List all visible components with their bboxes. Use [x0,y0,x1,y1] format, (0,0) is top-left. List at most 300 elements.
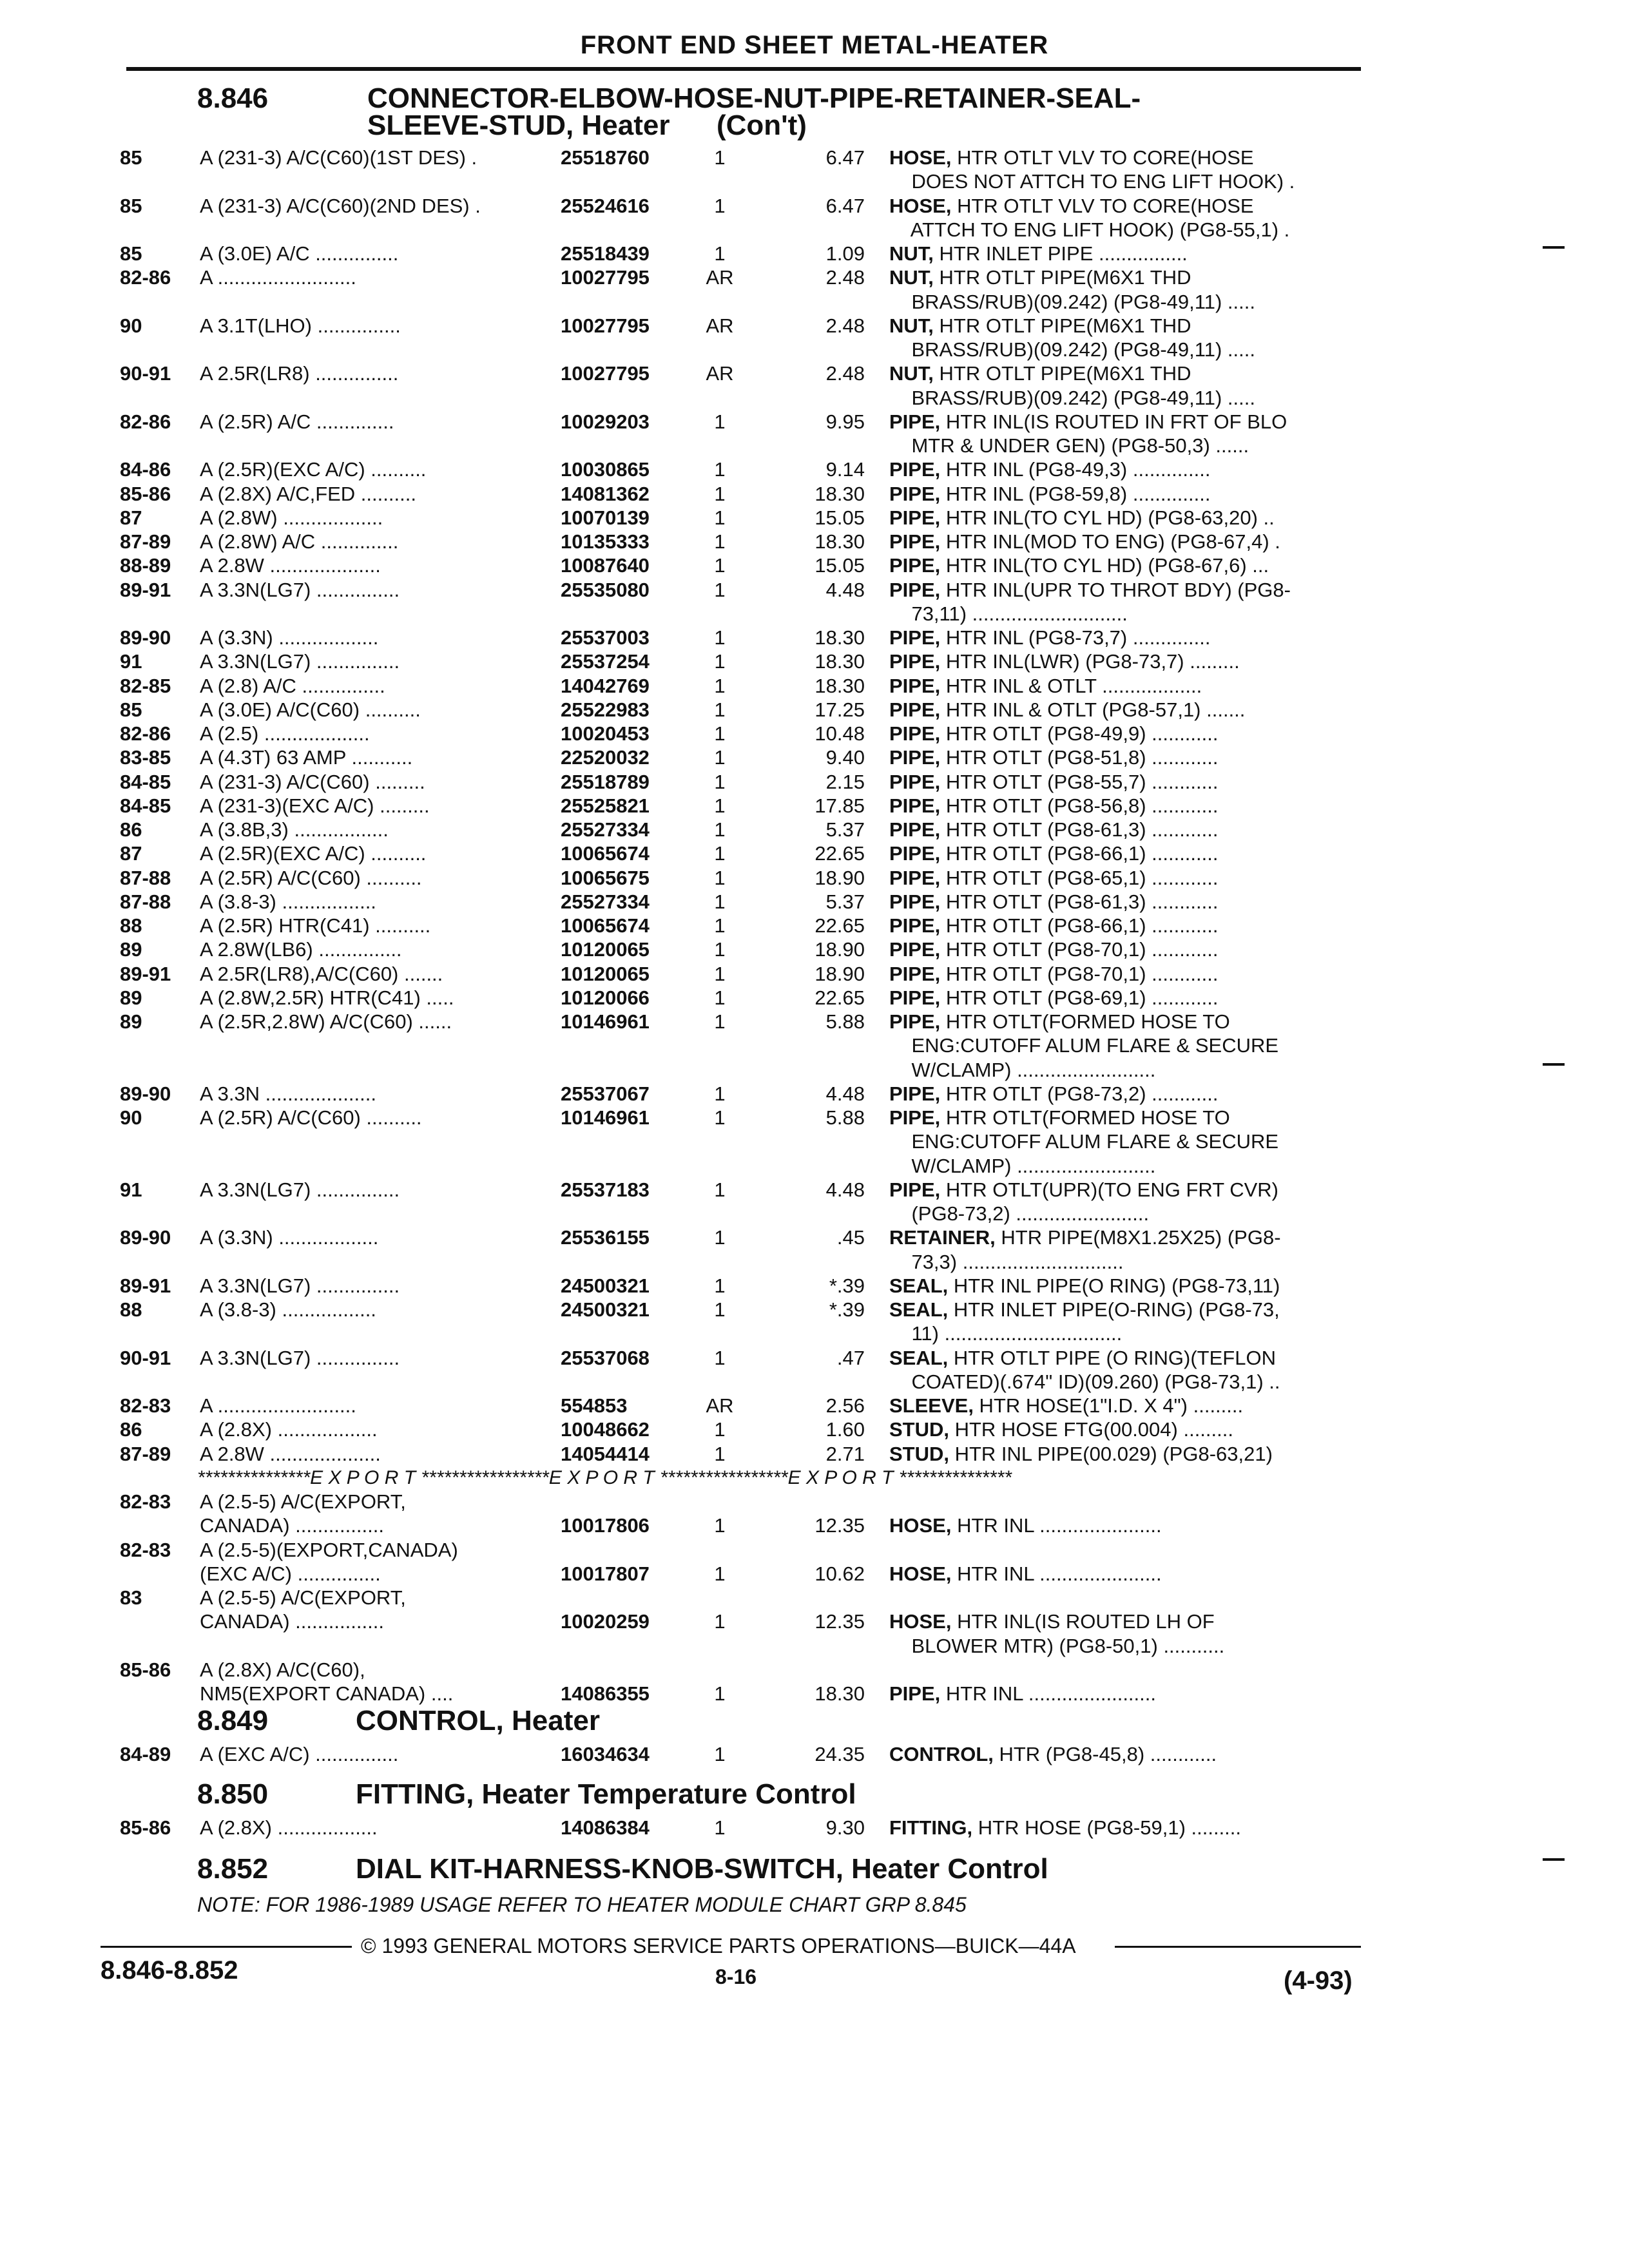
parts-row [0,1610,1629,1633]
description-text: HTR OTLT (PG8-51,8) ............ [940,746,1219,769]
quantity: 1 [714,1347,726,1369]
description [889,794,1218,818]
usage: A 3.3N(LG7) ............... [200,1274,400,1297]
parts-row [0,530,1629,553]
description [889,1298,1280,1321]
description-text: HTR INL ....................... [940,1682,1156,1705]
description-noun: PIPE, [889,842,941,865]
usage: A (3.8-3) ................. [200,1298,376,1321]
year-range: 85-86 [120,1816,171,1839]
price: 18.30 [815,675,865,697]
description [889,1129,1278,1153]
quantity: 1 [714,771,726,793]
parts-row [0,1178,1629,1202]
year-range: 89-91 [120,1274,171,1297]
parts-row [0,1250,1629,1274]
description-text: HTR OTLT (PG8-61,3) ............ [940,890,1219,913]
year-range: 87 [120,506,142,529]
price: 10.48 [815,722,865,745]
description-text: HTR INL(UPR TO THROT BDY) (PG8- [940,579,1291,601]
parts-row [0,314,1629,338]
quantity: 1 [714,242,726,265]
description [889,770,1218,794]
description [889,1634,1224,1658]
description [889,386,1255,410]
usage: A (231-3)(EXC A/C) ......... [200,794,430,817]
usage: A ......................... [200,266,356,289]
parts-row [0,962,1629,986]
margin-change-mark [1543,1858,1565,1861]
part-number: 16034634 [561,1743,650,1765]
usage: A (231-3) A/C(C60)(2ND DES) . [200,195,481,217]
parts-row [0,674,1629,698]
quantity: 1 [714,1298,726,1321]
description-text: HTR OTLT VLV TO CORE(HOSE [951,146,1254,169]
year-range: 83 [120,1586,142,1609]
part-number: 554853 [561,1394,628,1417]
part-number: 10030865 [561,458,650,481]
description-text: HTR OTLT(UPR)(TO ENG FRT CVR) [940,1178,1278,1201]
part-number: 25537068 [561,1347,650,1369]
parts-row [0,457,1629,481]
part-number: 10020453 [561,722,650,745]
year-range: 82-86 [120,410,171,433]
description-noun: PIPE, [889,1178,941,1201]
description [889,457,1210,481]
parts-row [0,242,1629,265]
description-noun: PIPE, [889,458,941,481]
price: 9.40 [825,746,865,769]
parts-row [0,1298,1629,1321]
description [889,338,1255,361]
description-text: 73,3) ............................. [889,1251,1124,1273]
parts-row [0,578,1629,602]
price: 9.30 [825,1816,865,1839]
usage: NM5(EXPORT CANADA) .... [200,1682,454,1705]
description [889,841,1218,865]
parts-row [0,338,1629,361]
price: 5.37 [825,818,865,841]
description-text: HTR OTLT (PG8-49,9) ............ [940,722,1219,745]
quantity: 1 [714,1010,726,1033]
description [889,986,1218,1010]
description-text: HTR INL (PG8-59,8) .............. [940,483,1211,505]
description-text: HTR INL PIPE(00.029) (PG8-63,21) [949,1443,1273,1465]
parts-row [0,146,1629,169]
usage: A (3.3N) .................. [200,1226,379,1249]
usage: A (4.3T) 63 AMP ........... [200,746,413,769]
description-noun: PIPE, [889,554,941,577]
description [889,290,1255,314]
quantity: AR [706,266,734,289]
price: 2.48 [825,362,865,385]
year-range: 90-91 [120,362,171,385]
quantity: 1 [714,1443,726,1465]
margin-change-mark [1543,1063,1565,1066]
description-text: HTR OTLT PIPE(M6X1 THD [933,314,1191,337]
description-noun: PIPE, [889,410,941,433]
parts-row [0,169,1629,193]
part-number: 24500321 [561,1298,650,1321]
description-noun: PIPE, [889,1106,941,1129]
year-range: 86 [120,818,142,841]
price: 2.56 [825,1394,865,1417]
quantity: 1 [714,650,726,673]
price: 17.25 [815,698,865,721]
quantity: 1 [714,626,726,649]
part-number: 25537254 [561,650,650,673]
description-noun: PIPE, [889,675,941,697]
quantity: 1 [714,1274,726,1297]
price: 18.90 [815,963,865,985]
price: 12.35 [815,1610,865,1633]
description-text: ENG:CUTOFF ALUM FLARE & SECURE [889,1034,1279,1057]
usage: A (2.5R) A/C .............. [200,410,394,433]
year-range: 82-83 [120,1539,171,1561]
description-noun: PIPE, [889,1682,941,1705]
usage: A (3.8B,3) ................. [200,818,389,841]
part-number: 10135333 [561,530,650,553]
year-range: 88 [120,914,142,937]
description-noun: NUT, [889,242,934,265]
year-range: 89-91 [120,963,171,985]
usage: A 3.3N(LG7) ............... [200,1178,400,1201]
price: 1.60 [825,1418,865,1441]
usage: A (2.8W) .................. [200,506,383,529]
description-text: HTR OTLT (PG8-61,3) ............ [940,818,1219,841]
parts-row [0,602,1629,626]
description [889,194,1254,218]
part-number: 25537183 [561,1178,650,1201]
description-text: 73,11) ............................ [889,602,1128,625]
quantity: 1 [714,554,726,577]
description [889,626,1210,649]
parts-row [0,1010,1629,1033]
usage: A (2.8) A/C ............... [200,675,385,697]
margin-change-mark [1543,246,1565,249]
description-noun: PIPE, [889,1082,941,1105]
part-number: 22520032 [561,746,650,769]
description [889,890,1218,914]
quantity: 1 [714,867,726,889]
year-range: 82-83 [120,1394,171,1417]
description [889,1442,1273,1466]
description [889,649,1240,673]
description-text: HTR OTLT (PG8-65,1) ............ [940,867,1219,889]
part-number: 10087640 [561,554,650,577]
usage: A 2.8W(LB6) ............... [200,938,402,961]
price: 18.30 [815,626,865,649]
group-title: DIAL KIT-HARNESS-KNOB-SWITCH, Heater Control [356,1853,1048,1885]
description [889,506,1275,530]
parts-row [0,890,1629,914]
footer-page-number: 8-16 [715,1965,757,1988]
usage: A (2.5R) A/C(C60) .......... [200,1106,422,1129]
description-text: HTR INL ...................... [951,1562,1162,1585]
description [889,553,1269,577]
parts-row [0,386,1629,410]
price: 18.30 [815,1682,865,1705]
year-range: 88 [120,1298,142,1321]
price: 15.05 [815,506,865,529]
description [889,818,1218,841]
year-range: 83-85 [120,746,171,769]
usage: A 3.3N .................... [200,1082,376,1105]
quantity: 1 [714,722,726,745]
usage: A (231-3) A/C(C60)(1ST DES) . [200,146,477,169]
description [889,146,1254,169]
price: 9.14 [825,458,865,481]
description-noun: PIPE, [889,506,941,529]
parts-row [0,1154,1629,1178]
parts-row [0,914,1629,937]
part-number: 25537067 [561,1082,650,1105]
description [889,1010,1230,1033]
description [889,1321,1122,1345]
description-noun: STUD, [889,1418,949,1441]
year-range: 87-88 [120,867,171,889]
description-text: HTR OTLT (PG8-70,1) ............ [940,938,1219,961]
description-text: HTR OTLT (PG8-66,1) ............ [940,842,1219,865]
group-code: 8.850 [197,1778,269,1810]
description-noun: CONTROL, [889,1743,994,1765]
price: 2.48 [825,266,865,289]
description [889,937,1218,961]
parts-row [0,1033,1629,1057]
price: 9.95 [825,410,865,433]
description-noun: PIPE, [889,530,941,553]
parts-row [0,818,1629,841]
price: 18.30 [815,530,865,553]
year-range: 85 [120,698,142,721]
price: 4.48 [825,1178,865,1201]
part-number: 25536155 [561,1226,650,1249]
parts-row [0,265,1629,289]
quantity: AR [706,1394,734,1417]
price: 22.65 [815,842,865,865]
price: 22.65 [815,986,865,1009]
description-noun: PIPE, [889,914,941,937]
quantity: 1 [714,579,726,601]
price: 5.88 [825,1106,865,1129]
footer-date: (4-93) [1284,1966,1353,1995]
description-noun: PIPE, [889,650,941,673]
description-noun: PIPE, [889,483,941,505]
parts-row [0,1225,1629,1249]
price: 4.48 [825,1082,865,1105]
quantity: 1 [714,146,726,169]
group-code: 8.849 [197,1705,269,1736]
parts-row [0,506,1629,530]
description [889,698,1245,722]
part-number: 14042769 [561,675,650,697]
year-range: 85 [120,146,142,169]
parts-row [0,1129,1629,1153]
description-noun: NUT, [889,266,934,289]
description-noun: PIPE, [889,722,941,745]
description-text: MTR & UNDER GEN) (PG8-50,3) ...... [889,434,1249,457]
part-number: 25535080 [561,579,650,601]
part-number: 10065674 [561,914,650,937]
description [889,722,1218,745]
quantity: 1 [714,506,726,529]
part-number: 10027795 [561,362,650,385]
description-text: HTR OTLT(FORMED HOSE TO [940,1106,1230,1129]
price: .45 [836,1226,865,1249]
parts-row [0,1514,1629,1537]
usage: A (3.0E) A/C(C60) .......... [200,698,421,721]
part-number: 25527334 [561,890,650,913]
description-text: HTR OTLT(FORMED HOSE TO [940,1010,1230,1033]
year-range: 91 [120,1178,142,1201]
parts-row [0,1418,1629,1441]
usage: A 2.8W .................... [200,554,381,577]
description-text: BRASS/RUB)(09.242) (PG8-49,11) ..... [889,291,1255,313]
footer-rule-left [101,1946,352,1948]
description [889,1418,1233,1441]
description-noun: PIPE, [889,818,941,841]
description [889,265,1191,289]
description [889,674,1202,698]
description [889,1202,1149,1225]
description-text: HTR INL(TO CYL HD) (PG8-67,6) ... [940,554,1269,577]
description-noun: HOSE, [889,1562,952,1585]
price: 22.65 [815,914,865,937]
parts-row [0,1538,1629,1562]
parts-row [0,626,1629,649]
quantity: 1 [714,1682,726,1705]
price: 5.88 [825,1010,865,1033]
description-noun: HOSE, [889,195,952,217]
parts-row [0,218,1629,242]
price: 18.30 [815,483,865,505]
quantity: 1 [714,483,726,505]
header-rule [126,67,1361,71]
group-code: 8.852 [197,1853,269,1885]
description [889,914,1218,937]
description-text: (PG8-73,2) ........................ [889,1202,1150,1225]
year-range: 87-88 [120,890,171,913]
group-title: CONTROL, Heater [356,1705,600,1736]
usage: A 2.5R(LR8) ............... [200,362,399,385]
part-number: 14086355 [561,1682,650,1705]
group-heading-8852 [197,1853,1293,1887]
description [889,1225,1281,1249]
parts-row [0,290,1629,314]
usage: A (2.8X) A/C,FED .......... [200,483,416,505]
description-text: HTR INL ...................... [951,1514,1162,1537]
quantity: 1 [714,1082,726,1105]
year-range: 89-91 [120,579,171,601]
price: 18.30 [815,650,865,673]
year-range: 84-85 [120,771,171,793]
part-number: 10070139 [561,506,650,529]
parts-row [0,410,1629,434]
price: 2.71 [825,1443,865,1465]
description-noun: PIPE, [889,890,941,913]
quantity: 1 [714,914,726,937]
part-number: 10048662 [561,1418,650,1441]
year-range: 90 [120,314,142,337]
part-number: 10017807 [561,1562,650,1585]
price: 6.47 [825,195,865,217]
description-text: HTR INL & OTLT .................. [940,675,1202,697]
price: 10.62 [815,1562,865,1585]
description-noun: RETAINER, [889,1226,996,1249]
group-title: CONNECTOR-ELBOW-HOSE-NUT-PIPE-RETAINER-SEAL- [367,82,1141,114]
usage: A (3.0E) A/C ............... [200,242,399,265]
description [889,314,1191,338]
description [889,1058,1155,1082]
parts-row [0,986,1629,1010]
usage: A (2.8W,2.5R) HTR(C41) ..... [200,986,454,1009]
description-text: HTR HOSE FTG(00.004) ......... [949,1418,1233,1441]
description-noun: FITTING, [889,1816,973,1839]
description-text: DOES NOT ATTCH TO ENG LIFT HOOK) . [889,170,1295,193]
description-text: HTR PIPE(M8X1.25X25) (PG8- [995,1226,1281,1249]
description [889,1154,1155,1178]
part-number: 25527334 [561,818,650,841]
usage: A (3.8-3) ................. [200,890,376,913]
part-number: 10146961 [561,1010,650,1033]
description [889,482,1210,506]
description-text: HTR INLET PIPE ................ [933,242,1188,265]
parts-row [0,1394,1629,1418]
quantity: 1 [714,1816,726,1839]
year-range: 90 [120,1106,142,1129]
description-text: HTR OTLT (PG8-70,1) ............ [940,963,1219,985]
parts-row [0,194,1629,218]
part-number: 10146961 [561,1106,650,1129]
description-text: BRASS/RUB)(09.242) (PG8-49,11) ..... [889,338,1255,361]
price: 24.35 [815,1743,865,1765]
year-range: 91 [120,650,142,673]
description-text: HTR INL PIPE(O RING) (PG8-73,11) [948,1274,1280,1297]
parts-row [0,1658,1629,1682]
year-range: 90-91 [120,1347,171,1369]
part-number: 25524616 [561,195,650,217]
usage: A (2.5R) HTR(C41) .......... [200,914,431,937]
parts-row [0,361,1629,385]
description-noun: PIPE, [889,963,941,985]
group-heading-8850 [197,1778,1164,1812]
year-range: 88-89 [120,554,171,577]
description-text: HTR OTLT (PG8-69,1) ............ [940,986,1219,1009]
quantity: 1 [714,1226,726,1249]
description [889,1394,1243,1418]
parts-row [0,482,1629,506]
part-number: 25525821 [561,794,650,817]
description [889,1742,1217,1766]
description [889,602,1128,626]
description-text: HTR INL (PG8-73,7) .............. [940,626,1211,649]
description-noun: PIPE, [889,746,941,769]
part-number: 25537003 [561,626,650,649]
description [889,1106,1230,1129]
usage-note: NOTE: FOR 1986-1989 USAGE REFER TO HEATER MODULE CHART GRP 8.845 [197,1893,967,1916]
part-number: 10017806 [561,1514,650,1537]
parts-row [0,1490,1629,1514]
part-number: 10065674 [561,842,650,865]
description-noun: PIPE, [889,938,941,961]
quantity: 1 [714,698,726,721]
description-noun: PIPE, [889,986,941,1009]
part-number: 25518439 [561,242,650,265]
description-noun: PIPE, [889,698,941,721]
parts-row [0,1274,1629,1298]
usage: A (2.8X) A/C(C60), [200,1658,365,1681]
parts-row [0,745,1629,769]
